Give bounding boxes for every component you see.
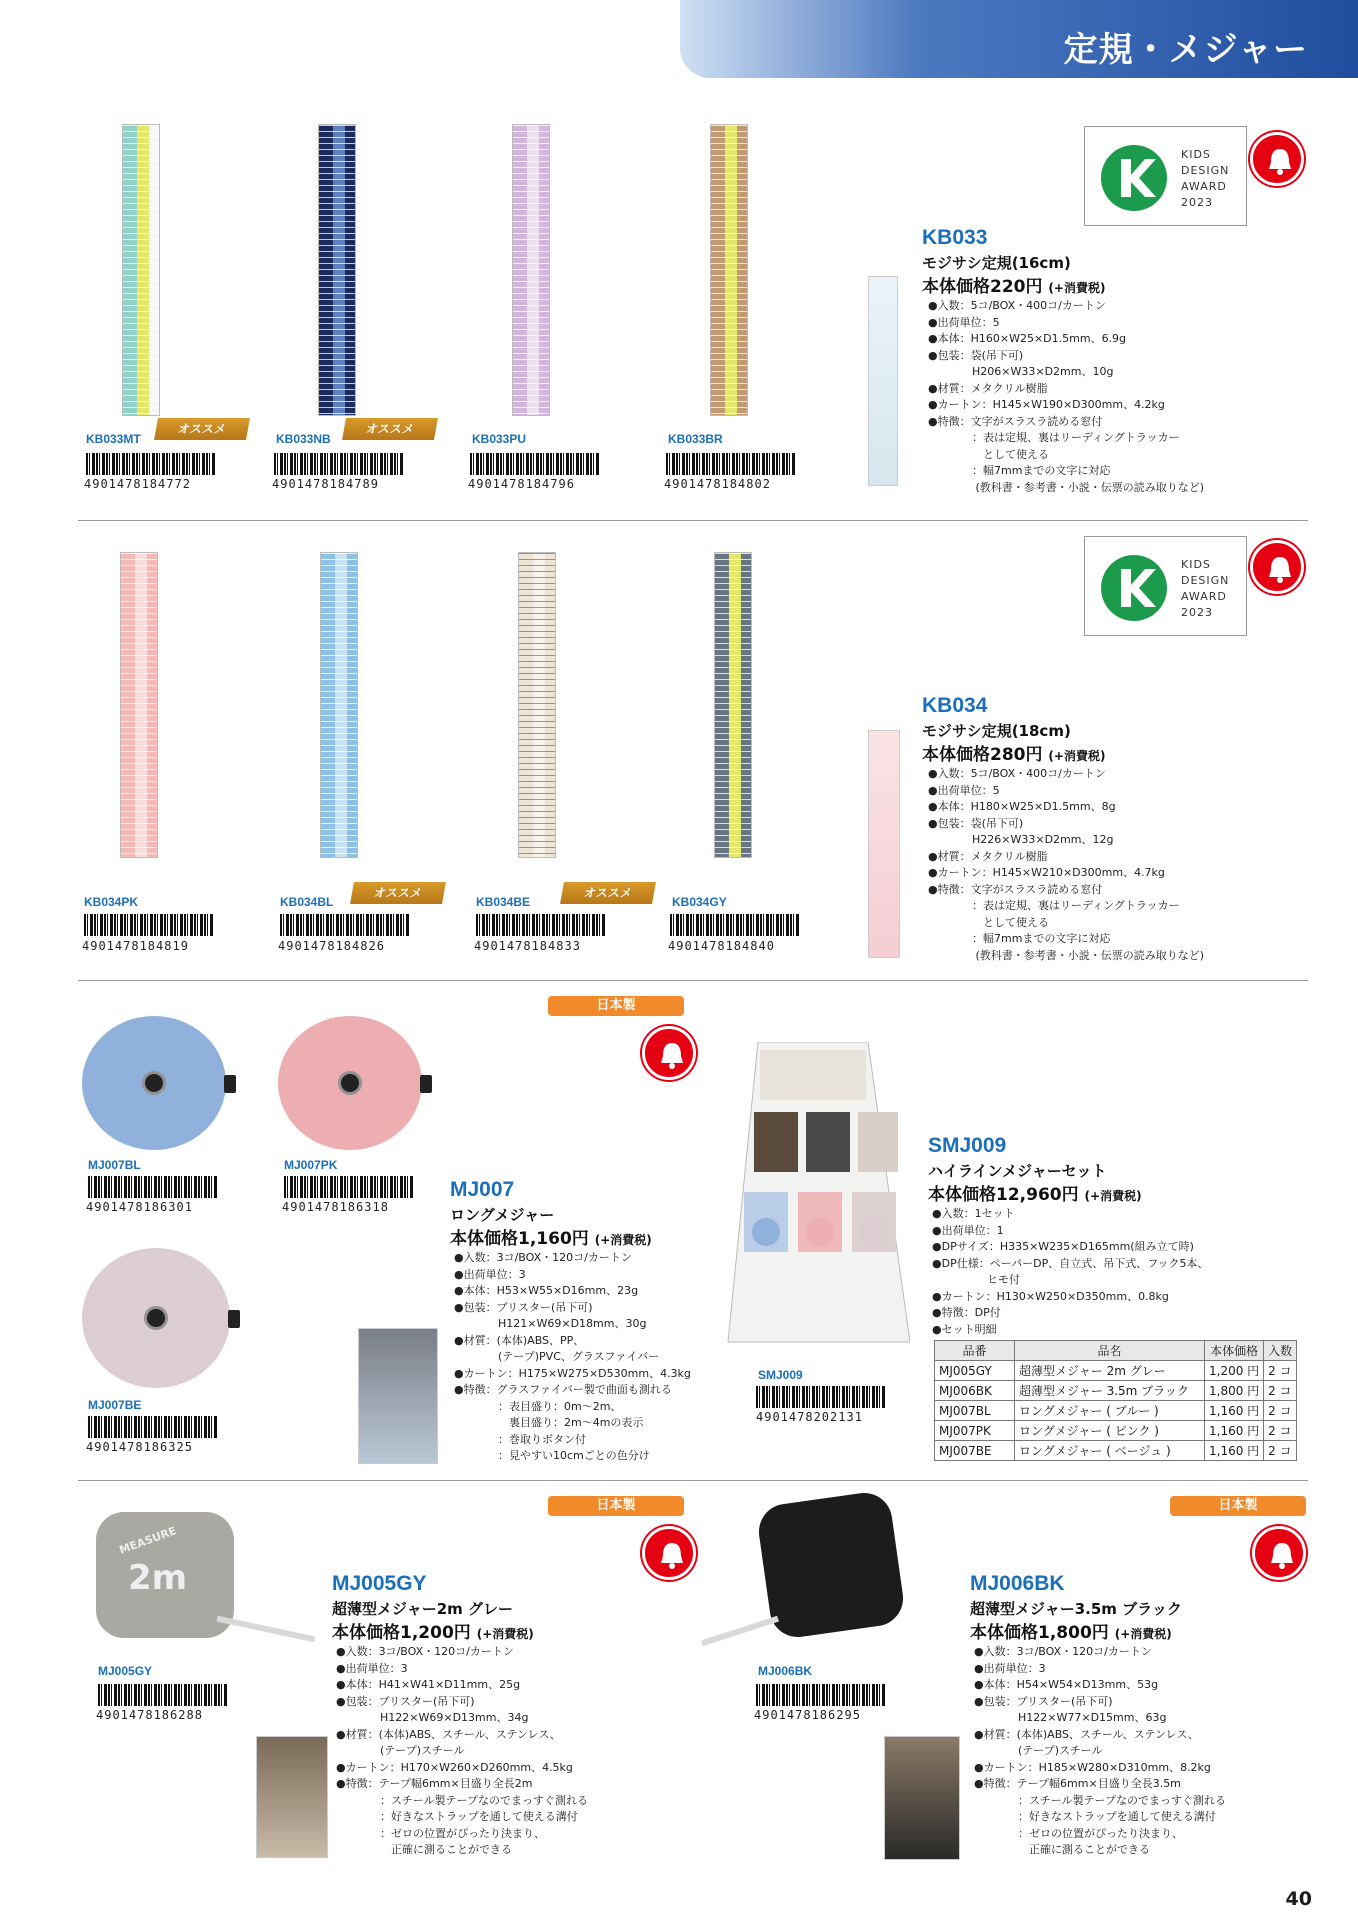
sku-label: MJ005GY [98,1664,153,1678]
display-stand-image [718,1042,910,1354]
page-title: 定規・メジャー [1063,30,1308,70]
barcode-number: 4901478184833 [474,939,581,953]
product-specs: ●入数：3コ/BOX・120コ/カートン ●出荷単位：3 ●本体：H41×W41×D11mm、25g ●包装：ブリスター(吊下可) H122×W69×D13mm、34g ●材質：(本体)ABS、スチール、ステンレス、 (テープ)スチール ●カートン：H170×W260×D260mm、4.5kg ●特徴：テープ幅6mm×目盛り全長2m ：スチール製テープなのでまっすぐ測れる ：好きなストラップを通して使える溝付 ：ゼロの位置がぴったり決まり、 正確に測ることができる [336,1645,589,1856]
award-line: DESIGN [1181,164,1230,177]
price-value: 本体価格280円 [922,745,1043,765]
table-row [935,1401,1297,1421]
product-name: ハイラインメジャーセット [928,1162,1107,1180]
award-line: 2023 [1181,606,1213,619]
tax-note: (+消費税) [594,1233,652,1247]
product-name: 超薄型メジャー2m グレー [332,1600,513,1618]
header-band [680,0,1358,78]
product-price [450,1224,652,1249]
product-name: 超薄型メジャー3.5m ブラック [970,1600,1182,1618]
sku-label: MJ007BE [88,1398,142,1412]
barcode-number: 4901478184789 [272,477,379,491]
table-cell: MJ007BE [935,1441,1015,1461]
product-specs: ●入数：3コ/BOX・120コ/カートン ●出荷単位：3 ●本体：H54×W54×D13mm、53g ●包装：ブリスター(吊下可) H122×W77×D15mm、63g ●材質：(本体)ABS、スチール、ステンレス、 (テープ)スチール ●カートン：H185×W280×D310mm、8.2kg ●特徴：テープ幅6mm×目盛り全長3.5m ：スチール製テープなのでまっすぐ測れる ：好きなストラップを通して使える溝付 ：ゼロの位置がぴったり決まり、 正確に測ることができる [974,1645,1227,1856]
recommend-badge: オススメ [350,882,446,904]
product-price [922,272,1105,297]
product-label: MEASURE [117,1524,179,1557]
section-divider [78,1480,1308,1481]
barcode-number: 4901478184802 [664,477,771,491]
bell-mark-icon [642,1526,696,1580]
product-code: MJ007 [450,1178,515,1201]
tax-note: (+消費税) [476,1627,534,1641]
table-cell: ロングメジャー ( ブルー ) [1015,1401,1205,1421]
product-name: モジサシ定規(16cm) [922,254,1071,272]
product-price [332,1618,534,1643]
tape-measure-image [96,1512,234,1638]
product-code: MJ005GY [332,1572,427,1595]
table-header: 品名 [1015,1341,1205,1361]
table-cell: 1,160 円 [1205,1401,1264,1421]
table-cell: 2 コ [1264,1401,1297,1421]
barcode-number: 4901478184772 [84,477,191,491]
product-specs: ●入数：3コ/BOX・120コ/カートン ●出荷単位：3 ●本体：H53×W55×D16mm、23g ●包装：ブリスター(吊下可) H121×W69×D18mm、30g ●材質：(本体)ABS、PP、 (テープ)PVC、グラスファイバー ●カートン：H175×W275×D530mm、4.3kg ●特徴：グラスファイバー製で曲面も測れる ：表目盛り：0m〜2m、 裏目盛り：2m〜4mの表示 ：巻取りボタン付 ：見やすい10cmごとの色分け [454,1251,691,1462]
ruler-image [512,124,550,416]
table-cell: ロングメジャー ( ベージュ ) [1015,1441,1205,1461]
table-cell: MJ006BK [935,1381,1015,1401]
barcode-number: 4901478184826 [278,939,385,953]
tape-measure-image [82,1248,230,1388]
k-logo-icon [1101,145,1167,211]
sku-label: KB034BL [280,895,334,909]
sku-label: KB033BR [668,432,723,446]
tape-measure-image [278,1016,422,1150]
table-row [935,1421,1297,1441]
table-cell: MJ005GY [935,1361,1015,1381]
product-price [970,1618,1172,1643]
table-cell: 超薄型メジャー 3.5m ブラック [1015,1381,1205,1401]
barcode-number: 4901478184796 [468,477,575,491]
barcode [670,914,800,936]
table-cell: ロングメジャー ( ピンク ) [1015,1421,1205,1441]
ruler-image [714,552,752,858]
barcode [98,1684,228,1706]
sku-label: MJ007PK [284,1158,338,1172]
table-cell: 2 コ [1264,1421,1297,1441]
kids-design-award-logo [1084,536,1247,636]
package-image [868,276,898,486]
sku-label: KB033MT [86,432,141,446]
barcode-number: 4901478184840 [668,939,775,953]
barcode-number: 4901478184819 [82,939,189,953]
sku-label: KB033PU [472,432,527,446]
tax-note: (+消費税) [1048,281,1106,295]
price-value: 本体価格1,160円 [450,1229,589,1249]
bell-mark-icon [642,1026,696,1080]
ruler-image [122,124,160,416]
product-price [928,1180,1142,1205]
kids-design-award-logo [1084,126,1247,226]
made-in-japan-badge: 日本製 [1170,1496,1306,1516]
table-header: 本体価格 [1205,1341,1264,1361]
ruler-image [120,552,158,858]
barcode [284,1176,414,1198]
k-logo-icon [1101,555,1167,621]
barcode [666,453,796,475]
table-header: 品番 [935,1341,1015,1361]
table-cell: 1,160 円 [1205,1441,1264,1461]
product-code: KB033 [922,226,988,249]
table-header: 入数 [1264,1341,1297,1361]
barcode [84,914,214,936]
award-line: AWARD [1181,590,1227,603]
barcode-number: 4901478186325 [86,1440,193,1454]
sku-label: MJ007BL [88,1158,141,1172]
recommend-badge: オススメ [154,418,250,440]
barcode [86,453,216,475]
product-code: KB034 [922,694,988,717]
sku-label: SMJ009 [758,1368,803,1382]
product-name: ロングメジャー [450,1206,555,1224]
tax-note: (+消費税) [1048,749,1106,763]
ruler-image [518,552,556,858]
product-label: 2m [128,1558,188,1598]
product-code: MJ006BK [970,1572,1065,1595]
sku-label: KB034GY [672,895,727,909]
sku-label: KB034PK [84,895,139,909]
tape-measure-image [82,1016,226,1150]
product-specs: ●入数：1セット ●出荷単位：1 ●DPサイズ：H335×W235×D165mm(組み立て時) ●DP仕様：ペーパーDP、自立式、吊下式、フック5本、 ヒモ付 ●カートン：H130×W250×D350mm、0.8kg ●特徴：DP付 ●セット明細 [932,1207,1209,1336]
award-line: KIDS [1181,558,1211,571]
price-value: 本体価格1,800円 [970,1623,1109,1643]
table-cell: MJ007BL [935,1401,1015,1421]
bell-mark-icon [1250,132,1304,186]
sku-label: KB033NB [276,432,331,446]
barcode [280,914,410,936]
barcode [88,1176,218,1198]
table-cell: 1,160 円 [1205,1421,1264,1441]
package-image [884,1736,960,1860]
award-line: DESIGN [1181,574,1230,587]
package-image [256,1736,328,1858]
table-row [935,1381,1297,1401]
ruler-image [320,552,358,858]
product-specs: ●入数：5コ/BOX・400コ/カートン ●出荷単位：5 ●本体：H160×W25×D1.5mm、6.9g ●包装：袋(吊下可) H206×W33×D2mm、10g ●材質：メタクリル樹脂 ●カートン：H145×W190×D300mm、4.2kg ●特徴：文字がスラスラ読める窓付 ：表は定規、裏はリーディングトラッカー として使える ：幅7mmまでの文字に対応 (教科書・参考書・小説・伝票の読み取りなど) [928,299,1205,494]
ruler-image [318,124,356,416]
product-code: SMJ009 [928,1134,1007,1157]
sku-label: KB034BE [476,895,531,909]
barcode-number: 4901478186295 [754,1708,861,1722]
price-value: 本体価格220円 [922,277,1043,297]
table-cell: MJ007PK [935,1421,1015,1441]
sku-label: MJ006BK [758,1664,813,1678]
ruler-image [710,124,748,416]
made-in-japan-badge: 日本製 [548,996,684,1016]
barcode [756,1684,886,1706]
barcode [274,453,404,475]
set-contents-table [934,1340,1297,1461]
tape-strip [701,1616,779,1646]
page-number: 40 [1285,1888,1312,1910]
product-price [922,740,1105,765]
barcode-number: 4901478186301 [86,1200,193,1214]
recommend-badge: オススメ [560,882,656,904]
table-cell: 2 コ [1264,1441,1297,1461]
product-specs: ●入数：5コ/BOX・400コ/カートン ●出荷単位：5 ●本体：H180×W25×D1.5mm、8g ●包装：袋(吊下可) H226×W33×D2mm、12g ●材質：メタクリル樹脂 ●カートン：H145×W210×D300mm、4.7kg ●特徴：文字がスラスラ読める窓付 ：表は定規、裏はリーディングトラッカー として使える ：幅7mmまでの文字に対応 (教科書・参考書・小説・伝票の読み取りなど) [928,767,1205,962]
barcode [470,453,600,475]
bell-mark-icon [1250,540,1304,594]
table-row [935,1441,1297,1461]
product-name: モジサシ定規(18cm) [922,722,1071,740]
barcode [476,914,606,936]
price-value: 本体価格12,960円 [928,1185,1079,1205]
barcode [756,1386,886,1408]
award-line: 2023 [1181,196,1213,209]
package-image [868,730,900,958]
tape-strip [216,1616,315,1643]
tax-note: (+消費税) [1084,1189,1142,1203]
award-line: KIDS [1181,148,1211,161]
bell-mark-icon [1252,1526,1306,1580]
section-divider [78,980,1308,981]
table-cell: 超薄型メジャー 2m グレー [1015,1361,1205,1381]
tax-note: (+消費税) [1114,1627,1172,1641]
recommend-badge: オススメ [342,418,438,440]
made-in-japan-badge: 日本製 [548,1496,684,1516]
table-cell: 1,200 円 [1205,1361,1264,1381]
barcode [88,1416,218,1438]
table-cell: 2 コ [1264,1361,1297,1381]
table-cell: 2 コ [1264,1381,1297,1401]
barcode-number: 4901478186318 [282,1200,389,1214]
table-cell: 1,800 円 [1205,1381,1264,1401]
package-image [358,1328,438,1464]
table-row [935,1361,1297,1381]
award-line: AWARD [1181,180,1227,193]
price-value: 本体価格1,200円 [332,1623,471,1643]
barcode-number: 4901478186288 [96,1708,203,1722]
section-divider [78,520,1308,521]
barcode-number: 4901478202131 [756,1410,863,1424]
